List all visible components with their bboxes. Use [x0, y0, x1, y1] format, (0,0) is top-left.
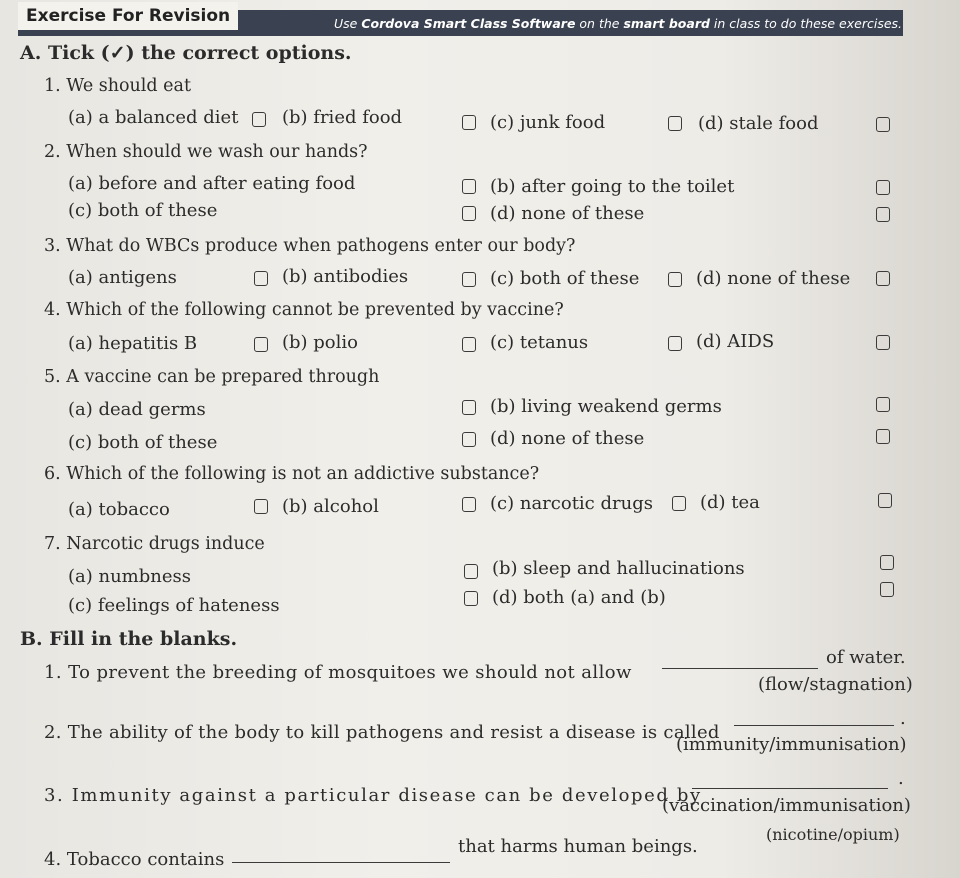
option-1c: (c) junk food — [490, 112, 606, 133]
blank-1[interactable] — [662, 668, 818, 669]
checkbox-5d[interactable] — [876, 429, 890, 444]
option-6b: (b) alcohol — [282, 496, 379, 517]
header-note: Use Cordova Smart Class Software on the smart board in class to do these exercises. — [334, 16, 903, 31]
option-4b: (b) polio — [282, 332, 358, 353]
checkbox-3c[interactable] — [668, 272, 682, 287]
blank-2[interactable] — [734, 725, 894, 726]
option-4a: (a) hepatitis B — [68, 333, 198, 354]
checkbox-2d[interactable] — [876, 207, 890, 222]
checkbox-4d[interactable] — [876, 335, 890, 350]
checkbox-1a[interactable] — [252, 112, 266, 127]
checkbox-4a[interactable] — [254, 337, 268, 352]
question-5: 5. A vaccine can be prepared through — [44, 367, 380, 387]
fill-3-after: . — [898, 768, 904, 789]
fill-1-after: of water. — [826, 647, 906, 668]
fill-1-hint: (flow/stagnation) — [758, 674, 913, 695]
fill-2-after: . — [900, 708, 906, 729]
option-6d: (d) tea — [700, 492, 760, 513]
checkbox-5a[interactable] — [462, 400, 476, 415]
checkbox-6c[interactable] — [672, 496, 686, 511]
option-3d: (d) none of these — [696, 268, 851, 289]
fill-3: 3. Immunity against a particular disease can be developed by — [44, 785, 702, 806]
checkbox-2c[interactable] — [462, 206, 476, 221]
blank-3[interactable] — [692, 788, 888, 789]
checkbox-6b[interactable] — [462, 497, 476, 512]
option-2b: (b) after going to the toilet — [490, 176, 735, 197]
option-6a: (a) tobacco — [68, 499, 170, 520]
option-2c: (c) both of these — [68, 200, 218, 221]
option-3b: (b) antibodies — [282, 266, 409, 287]
option-5b: (b) living weakend germs — [490, 396, 722, 417]
fill-3-hint: (vaccination/immunisation) — [662, 795, 911, 816]
option-7c: (c) feelings of hateness — [68, 595, 280, 616]
option-7d: (d) both (a) and (b) — [492, 587, 666, 608]
option-5d: (d) none of these — [490, 428, 645, 449]
section-a-title: A. Tick (✓) the correct options. — [20, 42, 352, 64]
checkbox-5b[interactable] — [876, 397, 890, 412]
fill-4: 4. Tobacco contains — [44, 849, 225, 870]
checkbox-7d[interactable] — [880, 582, 894, 597]
checkbox-3b[interactable] — [462, 272, 476, 287]
checkbox-1b[interactable] — [462, 115, 476, 130]
option-2d: (d) none of these — [490, 203, 645, 224]
option-7b: (b) sleep and hallucinations — [492, 558, 745, 579]
fill-2-hint: (immunity/immunisation) — [676, 734, 907, 755]
fill-4-after: that harms human beings. — [458, 836, 698, 857]
checkbox-6d[interactable] — [878, 493, 892, 508]
option-6c: (c) narcotic drugs — [490, 493, 653, 514]
option-5a: (a) dead germs — [68, 399, 206, 420]
checkbox-4b[interactable] — [462, 337, 476, 352]
option-3c: (c) both of these — [490, 268, 640, 289]
option-4c: (c) tetanus — [490, 332, 589, 353]
checkbox-2b[interactable] — [876, 180, 890, 195]
fill-2: 2. The ability of the body to kill pathogens and resist a disease is called — [44, 722, 720, 743]
option-7a: (a) numbness — [68, 566, 191, 587]
checkbox-6a[interactable] — [254, 499, 268, 514]
fill-1: 1. To prevent the breeding of mosquitoes we should not allow — [44, 662, 632, 683]
checkbox-7c[interactable] — [464, 591, 478, 606]
question-4: 4. Which of the following cannot be prevented by vaccine? — [44, 300, 564, 320]
option-1b: (b) fried food — [282, 107, 403, 128]
option-3a: (a) antigens — [68, 267, 177, 288]
question-1: 1. We should eat — [44, 76, 191, 96]
question-3: 3. What do WBCs produce when pathogens enter our body? — [44, 236, 576, 256]
blank-4[interactable] — [232, 862, 450, 863]
option-1a: (a) a balanced diet — [68, 107, 239, 128]
checkbox-7a[interactable] — [464, 564, 478, 579]
exercise-title: Exercise For Revision — [18, 2, 238, 30]
option-4d: (d) AIDS — [696, 331, 775, 352]
section-b-title: B. Fill in the blanks. — [20, 628, 238, 650]
checkbox-3a[interactable] — [254, 271, 268, 286]
question-6: 6. Which of the following is not an addictive substance? — [44, 464, 540, 484]
checkbox-5c[interactable] — [462, 432, 476, 447]
checkbox-2a[interactable] — [462, 179, 476, 194]
question-7: 7. Narcotic drugs induce — [44, 534, 265, 554]
option-2a: (a) before and after eating food — [68, 173, 356, 194]
checkbox-4c[interactable] — [668, 336, 682, 351]
checkbox-1c[interactable] — [668, 116, 682, 131]
checkbox-1d[interactable] — [876, 117, 890, 132]
option-1d: (d) stale food — [698, 113, 819, 134]
checkbox-3d[interactable] — [876, 271, 890, 286]
fill-4-hint: (nicotine/opium) — [766, 825, 900, 844]
option-5c: (c) both of these — [68, 432, 218, 453]
question-2: 2. When should we wash our hands? — [44, 142, 368, 162]
checkbox-7b[interactable] — [880, 555, 894, 570]
